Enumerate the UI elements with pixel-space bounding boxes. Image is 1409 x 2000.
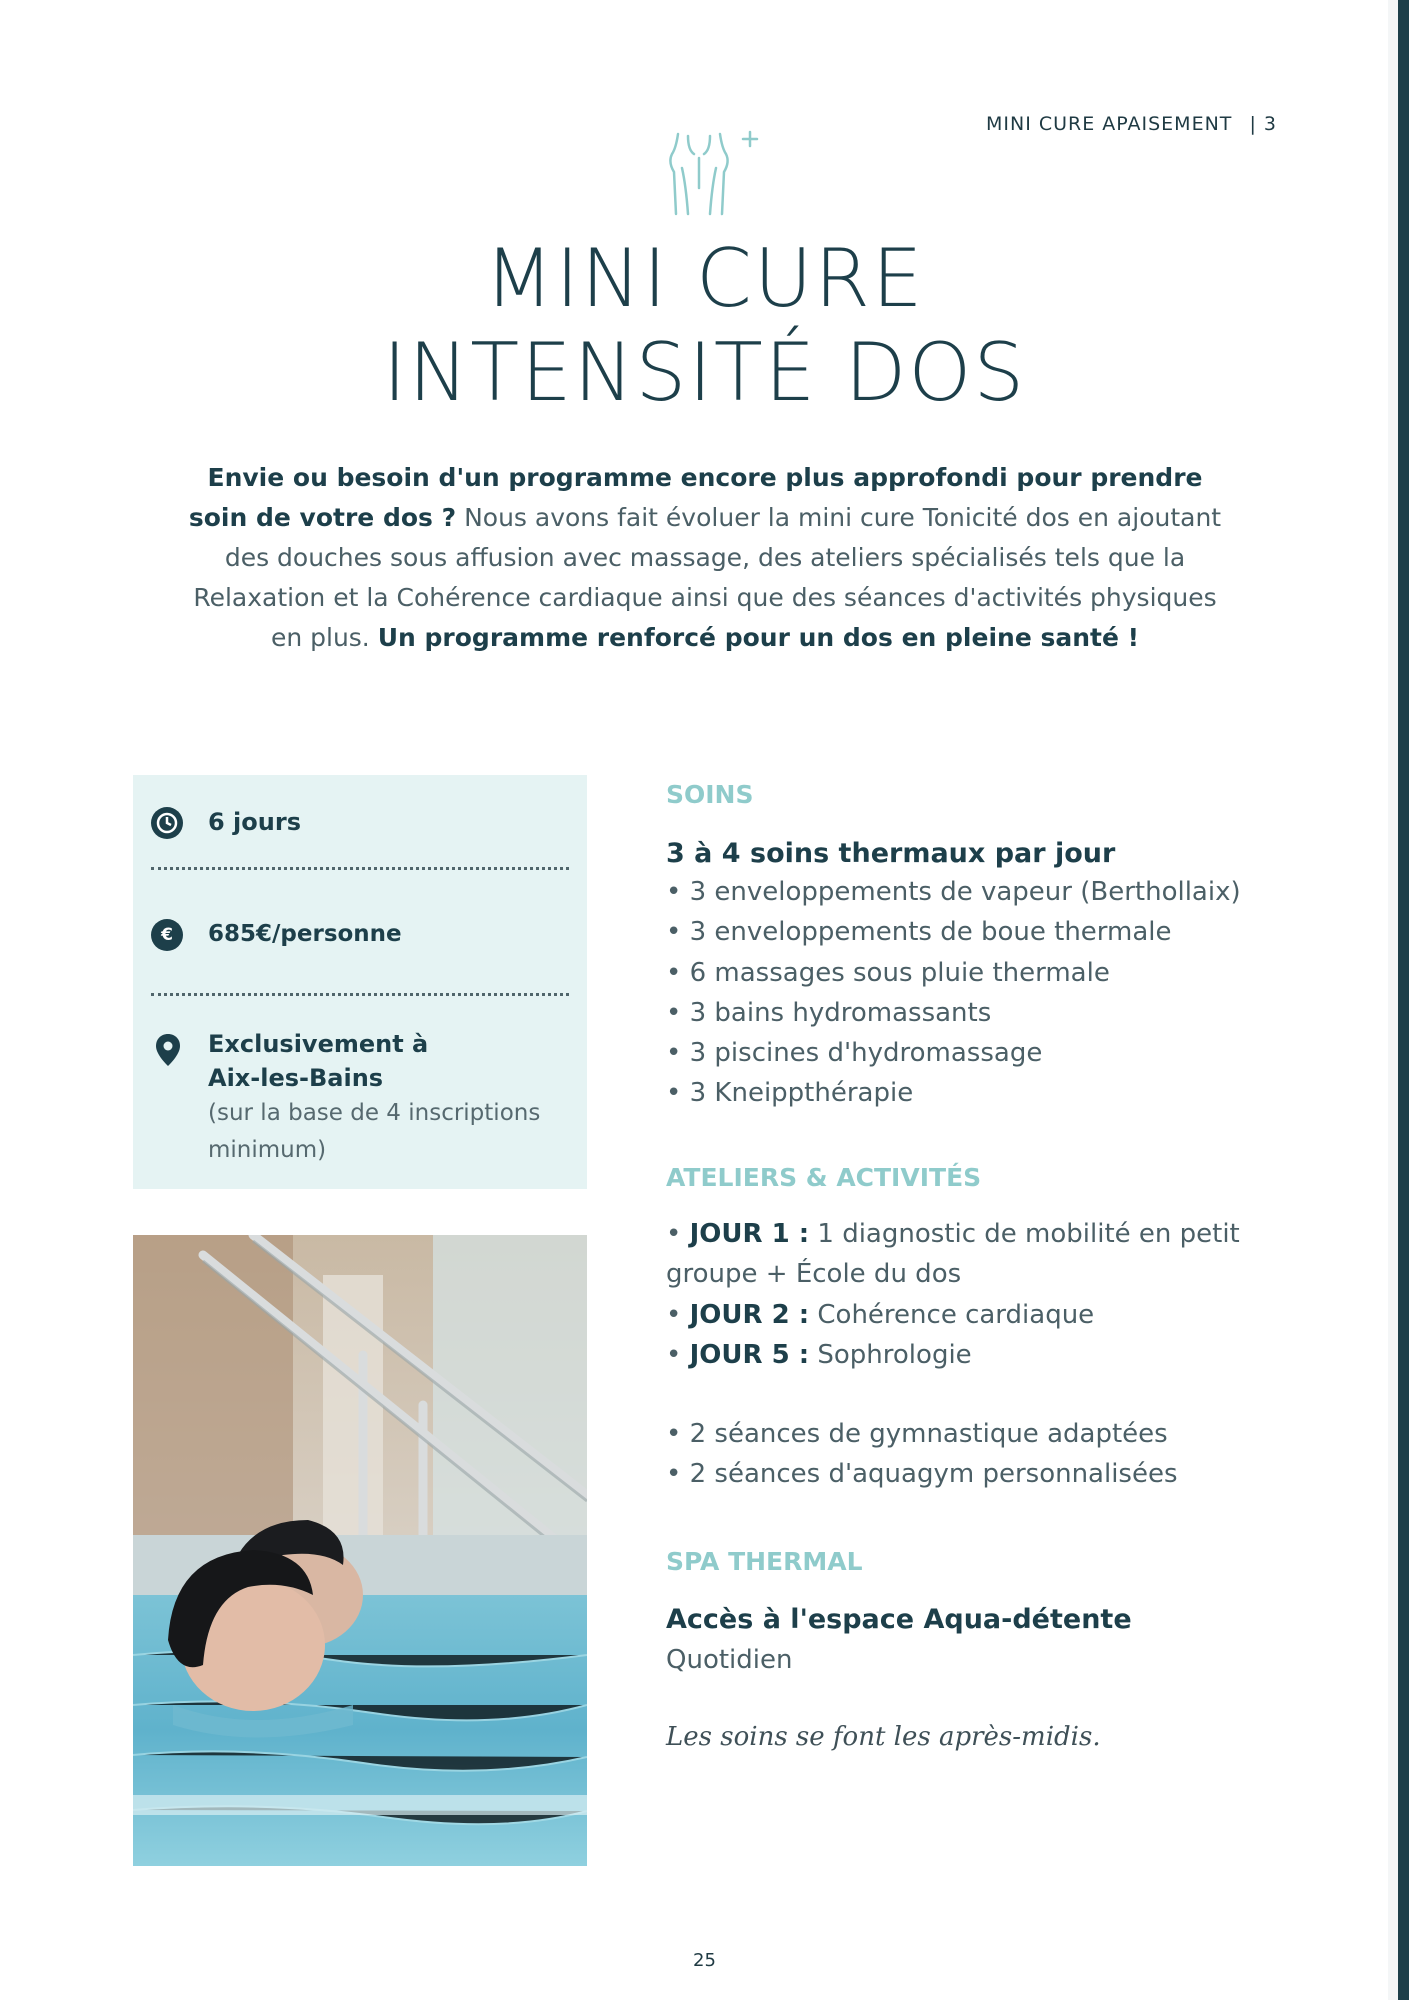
list-item: • 6 massages sous pluie thermale xyxy=(666,953,1241,993)
map-pin-icon xyxy=(155,1033,181,1067)
title-line-1: MINI CURE xyxy=(484,232,925,325)
page-number: 25 xyxy=(693,1950,716,1971)
intro-paragraph xyxy=(185,458,1225,658)
clock-icon xyxy=(151,807,183,839)
location-line-2: Aix-les-Bains xyxy=(208,1064,384,1092)
list-item: • 3 enveloppements de vapeur (Berthollaix) xyxy=(666,872,1241,912)
list-item: • JOUR 5 : Sophrologie xyxy=(666,1335,1240,1375)
list-item: • 3 piscines d'hydromassage xyxy=(666,1033,1241,1073)
activities-list xyxy=(666,1414,1178,1495)
page-title xyxy=(0,232,1409,420)
spa-subtitle: Accès à l'espace Aqua-détente xyxy=(666,1604,1132,1635)
header-page: 3 xyxy=(1263,113,1277,135)
spa-heading: SPA THERMAL xyxy=(666,1547,863,1576)
info-price-row xyxy=(151,917,569,957)
intro-body: Nous avons fait évoluer la mini cure Tonicité dos en ajoutant des douches sous affusion avec massage, des ateliers spécialisés tels que la Relaxation et la Cohérence cardiaque ainsi que des séances d'activités physiques en plus. xyxy=(193,503,1222,652)
pool-photo xyxy=(133,1235,587,1866)
list-item: • 2 séances d'aquagym personnalisées xyxy=(666,1454,1178,1494)
header-section: MINI CURE APAISEMENT xyxy=(986,113,1233,135)
info-box xyxy=(133,775,587,1189)
list-item: • 3 bains hydromassants xyxy=(666,993,1241,1033)
page-header xyxy=(986,113,1277,135)
list-item: • 3 Kneippthérapie xyxy=(666,1073,1241,1113)
list-item: • JOUR 1 : 1 diagnostic de mobilité en petit xyxy=(666,1214,1240,1254)
dotted-divider xyxy=(151,993,569,996)
info-duration-row xyxy=(151,805,569,845)
spa-frequency: Quotidien xyxy=(666,1645,793,1675)
back-body-icon xyxy=(668,128,768,218)
soins-subtitle: 3 à 4 soins thermaux par jour xyxy=(666,838,1116,869)
list-item: • 2 séances de gymnastique adaptées xyxy=(666,1414,1178,1454)
intro-bold-close: Un programme renforcé pour un dos en pleine santé ! xyxy=(377,623,1140,652)
soins-heading: SOINS xyxy=(666,780,754,809)
ateliers-heading: ATELIERS & ACTIVITÉS xyxy=(666,1163,982,1192)
list-item-continuation: groupe + École du dos xyxy=(666,1259,962,1290)
location-note-line-1: (sur la base de 4 inscriptions xyxy=(208,1100,541,1126)
ateliers-list xyxy=(666,1214,1240,1375)
list-item: • JOUR 2 : Cohérence cardiaque xyxy=(666,1295,1240,1335)
location-text xyxy=(208,1027,540,1169)
location-line-1: Exclusivement à xyxy=(208,1030,429,1058)
soins-list xyxy=(666,872,1241,1114)
list-item: • 3 enveloppements de boue thermale xyxy=(666,912,1241,952)
euro-badge-icon: € xyxy=(151,919,183,951)
info-location-row xyxy=(151,1027,569,1177)
intro-bold-lead: Envie ou besoin d'un programme encore plus approfondi pour prendre soin de votre dos ? xyxy=(188,463,1203,532)
header-separator: | xyxy=(1249,113,1257,135)
dotted-divider xyxy=(151,867,569,870)
schedule-note: Les soins se font les après-midis. xyxy=(666,1722,1101,1752)
duration-value: 6 jours xyxy=(208,808,301,836)
location-note-line-2: minimum) xyxy=(208,1137,327,1163)
title-line-2: INTENSITÉ DOS xyxy=(382,326,1027,419)
price-value: 685€/personne xyxy=(208,921,402,947)
